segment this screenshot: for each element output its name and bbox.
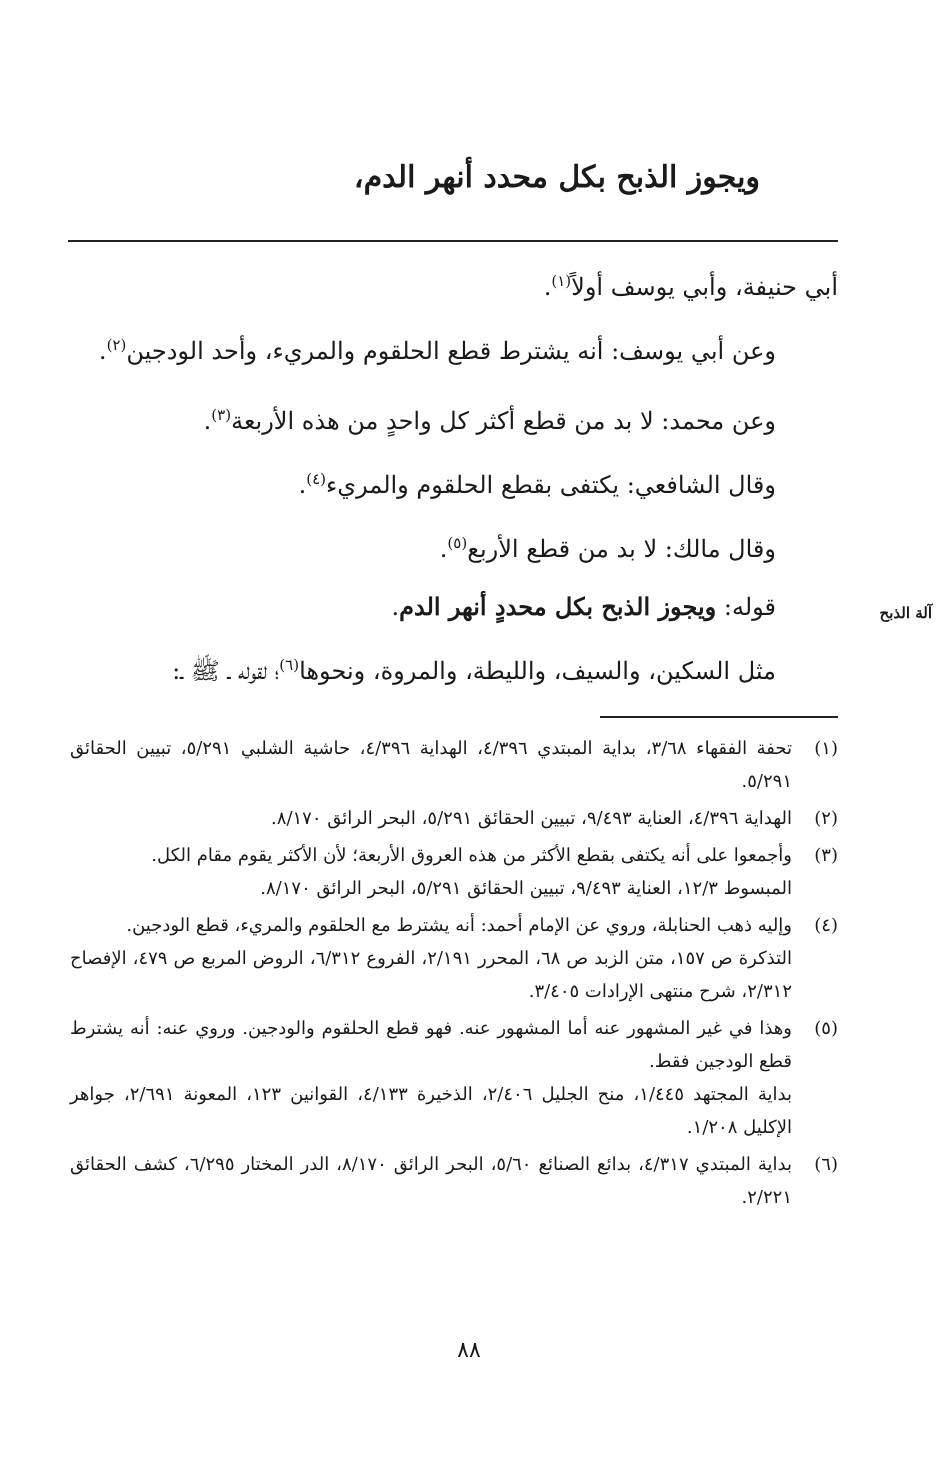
paragraph-7: مثل السكين، والسيف، والليطة، والمروة، ونحوها$^{(٦)}$؛ لقوله ـ ﷺ ـ: (172, 656, 776, 685)
page-number: ٨٨ (457, 1338, 481, 1363)
footnote-number: (٥) (814, 1018, 838, 1039)
paragraph-4: وقال الشافعي: يكتفى بقطع الحلقوم والمريء$^{(٤)}$. (298, 470, 776, 499)
paragraph-5: وقال مالك: لا بد من قطع الأربع$^{(٥)}$. (439, 534, 776, 563)
footnote-6: (٦) بداية المبتدي ٤/٣١٧، بدائع الصنائع ٥/٦٠، البحر الرائق ٨/١٧٠، الدر المختار ٦/٢٩٥، كشف الحقائق ٢/٢٢١. (70, 1148, 838, 1214)
quoted-matn: ويجوز الذبح بكل محددٍ أنهر الدم (399, 592, 717, 621)
footnotes (70, 732, 838, 1218)
paragraph-1: أبي حنيفة، وأبي يوسف أولاً$^{(١)}$. (543, 272, 838, 301)
margin-heading: آلة الذبح (879, 604, 932, 622)
footnote-5: (٥) وهذا في غير المشهور عنه أما المشهور عنه. فهو قطع الحلقوم والودجين. وروي عنه: أنه يشترط قطع الودجين فقط. بداية المجتهد ١/٤٤٥، منح الجليل ٢/٤٠٦، الذخيرة ٤/١٣٣، القوانين ١٢٣، المعونة ٢/٦٩١، جواهر الإكليل ١/٢٠٨. (70, 1012, 838, 1144)
paragraph-6: قوله: ويجوز الذبح بكل محددٍ أنهر الدم. (391, 592, 776, 621)
footnote-ref-4[interactable]: (٤) (306, 470, 327, 488)
footnote-ref-5[interactable]: (٥) (447, 534, 468, 552)
footnote-divider (600, 716, 838, 718)
footnote-number: (٦) (814, 1154, 838, 1175)
footnote-2: (٢) الهداية ٤/٣٩٦، العناية ٩/٤٩٣، تبيين الحقائق ٥/٢٩١، البحر الرائق ٨/١٧٠. (70, 802, 838, 835)
footnote-number: (٤) (814, 915, 838, 936)
running-header: ويجوز الذبح بكل محدد أنهر الدم، (353, 160, 760, 195)
footnote-1: (١) تحفة الفقهاء ٣/٦٨، بداية المبتدي ٤/٣٩٦، الهداية ٤/٣٩٦، حاشية الشلبي ٥/٢٩١، تبيين الحقائق ٥/٢٩١. (70, 732, 838, 798)
paragraph-2: وعن أبي يوسف: أنه يشترط قطع الحلقوم والمريء، وأحد الودجين$^{(٢)}$. (98, 336, 776, 365)
footnote-3: (٣) وأجمعوا على أنه يكتفى بقطع الأكثر من هذه العروق الأربعة؛ لأن الأكثر يقوم مقام الكل. المبسوط ١٢/٣، العناية ٩/٤٩٣، تبيين الحقائق ٥/٢٩١، البحر الرائق ٨/١٧٠. (70, 839, 838, 905)
header-divider (68, 240, 838, 242)
footnote-ref-2[interactable]: (٢) (106, 336, 127, 354)
footnote-ref-6[interactable]: (٦) (279, 656, 300, 674)
main-text (70, 255, 838, 697)
footnote-ref-3[interactable]: (٣) (211, 406, 232, 424)
paragraph-3: وعن محمد: لا بد من قطع أكثر كل واحدٍ من هذه الأربعة$^{(٣)}$. (203, 406, 776, 435)
footnote-4: (٤) وإليه ذهب الحنابلة، وروي عن الإمام أحمد: أنه يشترط مع الحلقوم والمريء، قطع الودجين. التذكرة ص ١٥٧، متن الزبد ص ٦٨، المحرر ٢/١٩١، الفروع ٦/٣١٢، الروض المربع ص ٤٧٩، الإفصاح ٢/٣١٢، شرح منتهى الإرادات ٣/٤٠٥. (70, 909, 838, 1008)
footnote-number: (٣) (814, 845, 838, 866)
footnote-ref-1[interactable]: (١) (551, 272, 572, 290)
footnote-number: (٢) (814, 808, 838, 829)
footnote-number: (١) (814, 738, 838, 759)
